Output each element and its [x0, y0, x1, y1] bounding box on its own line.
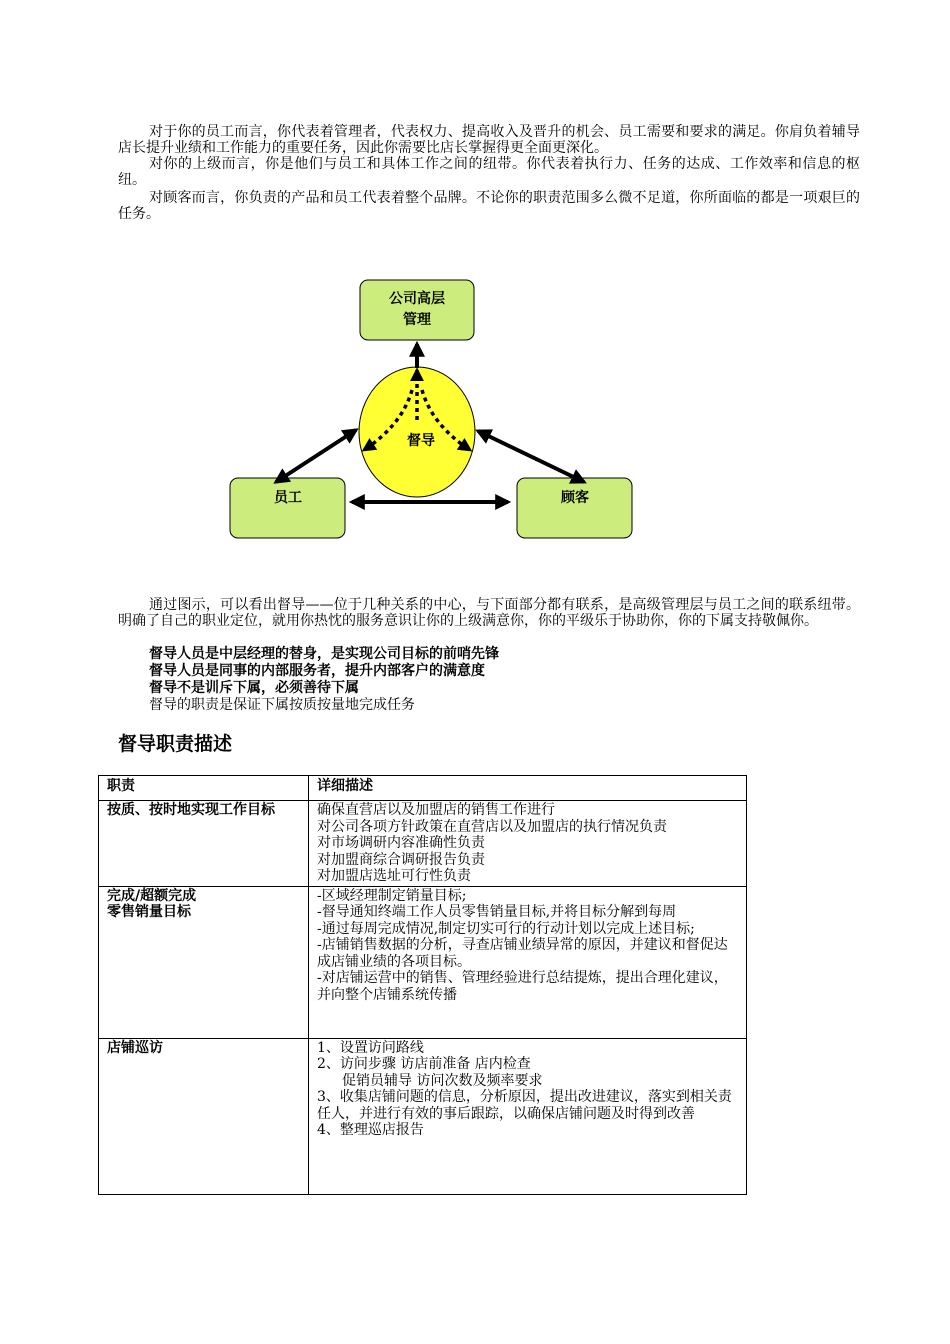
duty-cell: 按质、按时地实现工作目标: [99, 801, 309, 887]
detail-line: 对市场调研内容准确性负责: [317, 835, 485, 851]
detail-line: -对店铺运营中的销售、管理经验进行总结提炼，提出合理化建议，并向整个店铺系统传播: [317, 970, 728, 1003]
detail-line: -店铺销售数据的分析，寻查店铺业绩异常的原因，并建议和督促达成店铺业绩的各项目标。: [317, 937, 728, 970]
intro-paragraph-staff: 对于你的员工而言，你代表着管理者，代表权力、提高收入及晋升的机会、员工需要和要求的满足。你肩负着辅导店长提升业绩和工作能力的重要任务，因此你需要比店长掌握得更全面更深化。: [118, 124, 860, 156]
duty-line: 完成/超额完成: [107, 887, 197, 904]
table-header-row: [99, 776, 747, 801]
detail-line: 对加盟商综合调研报告负责: [317, 851, 485, 868]
center-label: 督导: [407, 433, 435, 449]
top-management-box: [360, 280, 474, 340]
top-box-label-line2: 管理: [403, 312, 431, 328]
intro-paragraph-superior: 对你的上级而言，你是他们与员工和具体工作之间的纽带。你代表着执行力、任务的达成、工作效率和信息的枢纽。: [118, 156, 860, 188]
bold-point-2: 督导人员是同事的内部服务者，提升内部客户的满意度: [149, 663, 485, 679]
duty-table: [98, 775, 747, 1195]
table-row: [99, 801, 747, 887]
bold-point-1: 督导人员是中层经理的替身，是实现公司目标的前哨先锋: [149, 646, 499, 662]
staff-box-label: 员工: [274, 490, 302, 506]
details-cell: [309, 1038, 747, 1194]
details-cell: [309, 886, 747, 1038]
detail-line: 2、访问步骤 访店前准备 店内检查: [317, 1056, 531, 1072]
detail-line: -通过每周完成情况,制定切实可行的行动计划以完成上述目标;: [317, 920, 695, 937]
details-cell: [309, 801, 747, 887]
detail-line: -区域经理制定销量目标;: [317, 887, 467, 904]
arrow-staff-center: [276, 430, 356, 482]
customer-box-label: 顾客: [561, 490, 589, 506]
table-row: [99, 886, 747, 1038]
detail-line: 1、设置访问路线: [317, 1039, 424, 1056]
duty-line: 零售销量目标: [107, 904, 191, 920]
detail-line: 促销员辅导 访问次数及频率要求: [342, 1072, 543, 1089]
summary-paragraph: 通过图示，可以看出督导——位于几种关系的中心，与下面部分都有联系，是高级管理层与员工之间的联系纽带。明确了自己的职业定位，就用你热忱的服务意识让你的上级满意你，你的平级乐于协助你，你的下属支持敬佩你。: [118, 597, 860, 629]
section-title: 督导职责描述: [118, 733, 233, 755]
bold-point-3: 督导不是训斥下属，必须善待下属: [149, 680, 359, 696]
duty-cell: 店铺巡访: [99, 1038, 309, 1194]
duty-cell: [99, 886, 309, 1038]
detail-line: 3、收集店铺问题的信息，分析原因，提出改进建议，落实到相关责任人，并进行有效的事后跟踪，以确保店铺问题及时得到改善: [317, 1089, 732, 1122]
duty-statement: 督导的职责是保证下属按质按量地完成任务: [149, 697, 415, 713]
detail-line: 4、整理巡店报告: [317, 1122, 424, 1138]
arrow-customer-center: [478, 431, 584, 482]
intro-paragraph-customer: 对顾客而言，你负责的产品和员工代表着整个品牌。不论你的职责范围多么微不足道，你所面临的都是一项艰巨的任务。: [118, 190, 860, 222]
detail-line: 对加盟店选址可行性负责: [317, 868, 471, 884]
header-details: 详细描述: [309, 776, 747, 801]
staff-box: [230, 478, 345, 538]
relationship-diagram: [0, 0, 950, 580]
detail-line: 确保直营店以及加盟店的销售工作进行: [317, 802, 555, 818]
header-duty: 职责: [99, 776, 309, 801]
detail-line: 对公司各项方针政策在直营店以及加盟店的执行情况负责: [317, 818, 667, 835]
detail-line: -督导通知终端工作人员零售销量目标,并将目标分解到每周: [317, 904, 677, 920]
customer-box: [517, 478, 632, 538]
top-box-label-line1: 公司高层: [389, 291, 445, 307]
table-row: [99, 1038, 747, 1194]
